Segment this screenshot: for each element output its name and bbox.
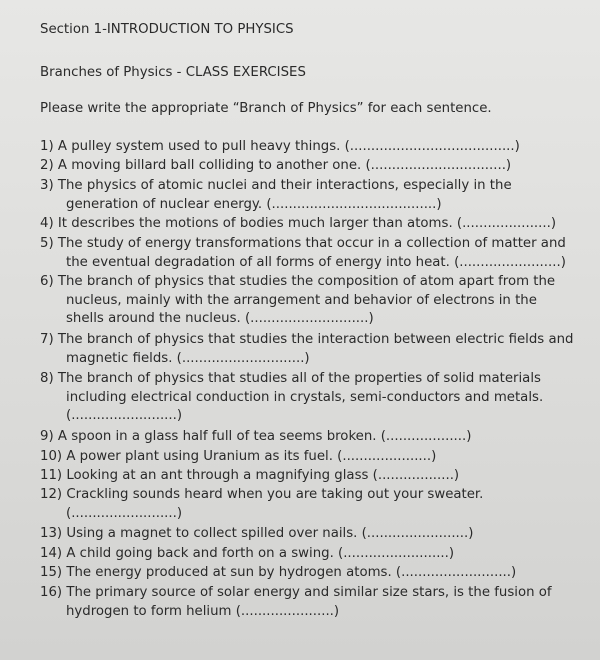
question-11 — [40, 467, 565, 486]
question-line: generation of nuclear energy. (.......................................) — [66, 196, 442, 212]
section-title: Section 1-INTRODUCTION TO PHYSICS — [40, 22, 294, 37]
question-line: 1) A pulley system used to pull heavy things. (.......................................) — [40, 139, 520, 154]
question-3 — [40, 177, 565, 214]
question-14 — [40, 545, 565, 564]
question-13 — [40, 525, 565, 544]
question-2 — [40, 157, 565, 176]
question-8 — [40, 370, 565, 426]
question-line: 3) The physics of atomic nuclei and their interactions, especially in the — [40, 178, 512, 193]
question-line: 10) A power plant using Uranium as its fuel. (.....................) — [40, 449, 437, 464]
question-line: including electrical conduction in crystals, semi-conductors and metals. — [66, 389, 544, 405]
question-16 — [40, 584, 565, 621]
question-12 — [40, 486, 565, 523]
question-line: 16) The primary source of solar energy and similar size stars, is the fusion of — [40, 585, 552, 600]
question-line: 4) It describes the motions of bodies much larger than atoms. (.....................) — [40, 216, 557, 231]
question-15 — [40, 564, 565, 583]
question-line: nucleus, mainly with the arrangement and behavior of electrons in the — [66, 292, 537, 308]
question-line: 13) Using a magnet to collect spilled over nails. (........................) — [40, 526, 474, 541]
subtitle: Branches of Physics - CLASS EXERCISES — [40, 65, 306, 80]
question-line: 2) A moving billard ball colliding to another one. (................................) — [40, 158, 512, 173]
question-4 — [40, 215, 565, 234]
question-line: hydrogen to form helium (......................) — [66, 603, 340, 619]
question-line: 9) A spoon in a glass half full of tea seems broken. (...................) — [40, 429, 472, 444]
instruction: Please write the appropriate “Branch of Physics” for each sentence. — [40, 101, 492, 116]
question-line: magnetic fields. (.............................) — [66, 350, 310, 366]
question-line: the eventual degradation of all forms of energy into heat. (........................) — [66, 254, 566, 270]
question-line: 14) A child going back and forth on a swing. (.........................) — [40, 546, 455, 561]
question-1 — [40, 138, 565, 157]
question-line: 5) The study of energy transformations that occur in a collection of matter and — [40, 236, 566, 251]
question-7 — [40, 331, 574, 368]
question-9 — [40, 428, 565, 447]
question-line: 7) The branch of physics that studies the interaction between electric fields and — [40, 332, 574, 347]
question-10 — [40, 448, 565, 467]
question-line: 8) The branch of physics that studies all of the properties of solid materials — [40, 371, 541, 386]
question-line: (.........................) — [66, 408, 183, 424]
question-line: 12) Crackling sounds heard when you are taking out your sweater. — [40, 487, 484, 502]
question-line: (.........................) — [66, 505, 183, 521]
question-line: 11) Looking at an ant through a magnifying glass (..................) — [40, 468, 460, 483]
question-line: shells around the nucleus. (............................) — [66, 311, 374, 327]
question-6 — [40, 273, 565, 329]
question-5 — [40, 235, 565, 272]
question-line: 6) The branch of physics that studies the composition of atom apart from the — [40, 274, 556, 289]
question-line: 15) The energy produced at sun by hydrogen atoms. (..........................) — [40, 565, 517, 580]
